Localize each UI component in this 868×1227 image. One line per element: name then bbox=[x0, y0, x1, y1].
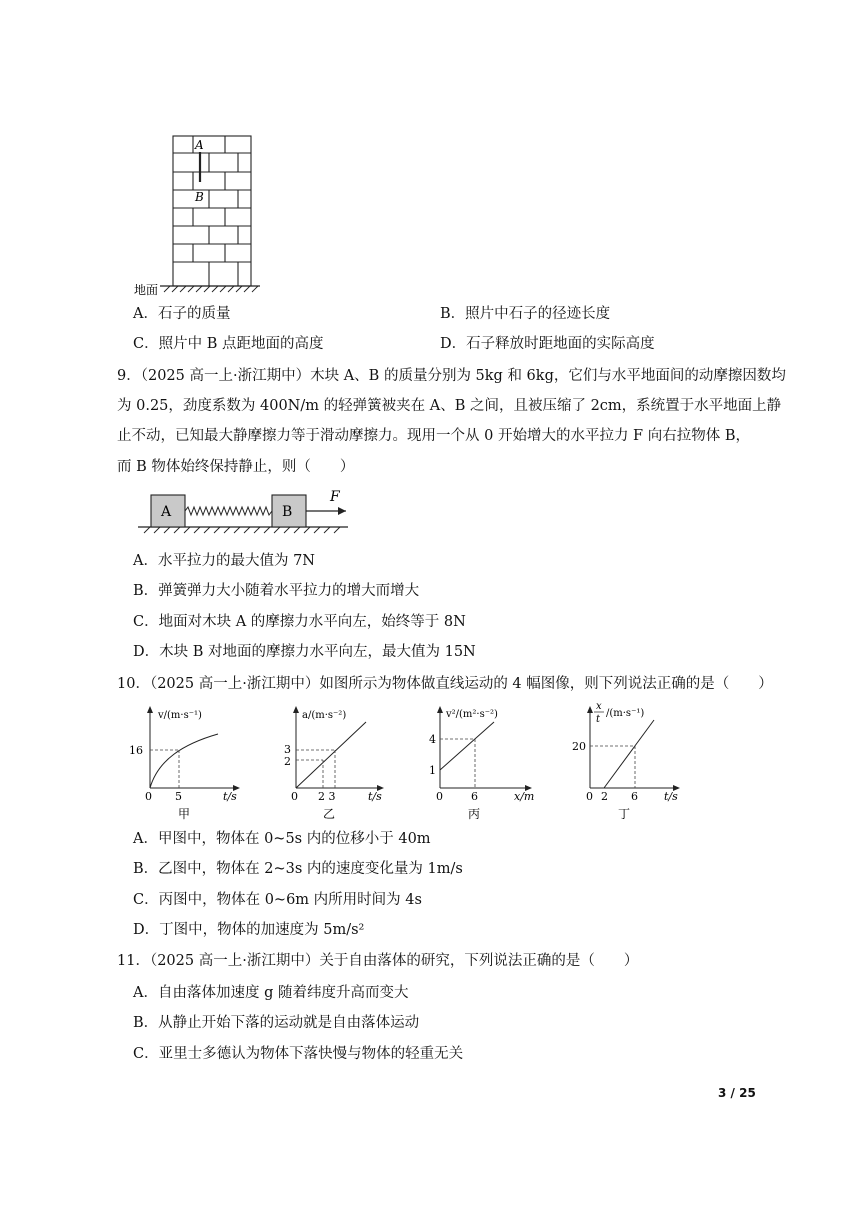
graph-bing bbox=[418, 702, 542, 826]
label-a: A bbox=[195, 138, 204, 152]
graph-ding-ylabel-num: x bbox=[596, 701, 602, 712]
q8-option-c: C．照片中 B 点距地面的高度 bbox=[133, 336, 324, 352]
q10-option-a: A．甲图中，物体在 0~5s 内的位移小于 40m bbox=[133, 831, 431, 847]
graph-yi-ytick-2: 2 bbox=[284, 755, 291, 768]
q9-stem-line-1: 9．（2025 高一上·浙江期中）木块 A、B 的质量分别为 5kg 和 6kg，它们与水平地面间的动摩擦因数均 bbox=[117, 368, 786, 384]
graph-bing-ytick-1: 1 bbox=[429, 764, 436, 777]
graph-bing-xtick-0: 0 bbox=[436, 790, 443, 803]
spring bbox=[185, 507, 272, 515]
q10-option-b: B．乙图中，物体在 2~3s 内的速度变化量为 1m/s bbox=[133, 861, 463, 877]
q10-option-c: C．丙图中，物体在 0~6m 内所用时间为 4s bbox=[133, 892, 422, 908]
q8-option-d: D．石子释放时距地面的实际高度 bbox=[440, 336, 655, 352]
graph-ding-ylabel-den: t bbox=[596, 714, 601, 725]
graph-jia-caption: 甲 bbox=[178, 807, 191, 821]
q8-option-b: B．照片中石子的径迹长度 bbox=[440, 306, 611, 322]
graph-bing-xtick-6: 6 bbox=[471, 790, 478, 803]
graph-jia-xlabel: t/s bbox=[223, 790, 237, 803]
graph-ding-ylabel-unit: /(m·s⁻¹) bbox=[606, 708, 645, 719]
graph-bing-ylabel: v²/(m²·s⁻²) bbox=[446, 709, 498, 720]
ground-label: 地面 bbox=[134, 283, 159, 297]
graph-yi-ylabel: a/(m·s⁻²) bbox=[302, 710, 347, 721]
q11-option-c: C．亚里士多德认为物体下落快慢与物体的轻重无关 bbox=[133, 1046, 464, 1062]
q8-option-a: A．石子的质量 bbox=[133, 306, 231, 322]
q9-option-a: A．水平拉力的最大值为 7N bbox=[133, 553, 315, 569]
q9-stem-line-3: 止不动，已知最大静摩擦力等于滑动摩擦力。现用一个从 0 开始增大的水平拉力 F 向右拉物体 B， bbox=[117, 428, 750, 444]
label-b: B bbox=[195, 190, 204, 204]
graph-jia-ytick: 16 bbox=[129, 744, 143, 757]
graph-jia-xtick-0: 0 bbox=[145, 790, 152, 803]
graph-yi-xlabel: t/s bbox=[368, 790, 382, 803]
graph-yi-caption: 乙 bbox=[323, 807, 336, 821]
q11-stem: 11．（2025 高一上·浙江期中）关于自由落体的研究，下列说法正确的是（ ） bbox=[117, 953, 639, 969]
graph-yi-xtick-23: 2 3 bbox=[318, 790, 336, 803]
q9-stem-line-2: 为 0.25，劲度系数为 400N/m 的轻弹簧被夹在 A、B 之间，且被压缩了 2cm，系统置于水平地面上静 bbox=[117, 398, 782, 414]
q9-stem-line-4: 而 B 物体始终保持静止，则（ ） bbox=[117, 459, 355, 475]
block-a-label: A bbox=[161, 504, 172, 520]
spring-blocks-figure bbox=[134, 485, 356, 535]
page-number: 3 / 25 bbox=[718, 1086, 756, 1100]
graph-yi-xtick-0: 0 bbox=[291, 790, 298, 803]
q10-option-d: D．丁图中，物体的加速度为 5m/s² bbox=[133, 922, 365, 938]
graph-yi-ytick-3: 3 bbox=[284, 743, 291, 756]
block-b-label: B bbox=[282, 504, 293, 520]
q9-option-c: C．地面对木块 A 的摩擦力水平向左，始终等于 8N bbox=[133, 614, 466, 630]
force-label: F bbox=[330, 489, 340, 505]
q10-stem: 10．（2025 高一上·浙江期中）如图所示为物体做直线运动的 4 幅图像，则下列说法正确的是（ ） bbox=[117, 676, 773, 692]
graph-yi bbox=[270, 702, 390, 826]
graph-bing-caption: 丙 bbox=[468, 807, 481, 821]
graph-bing-ytick-4: 4 bbox=[429, 733, 436, 746]
brick-wall-figure bbox=[128, 128, 268, 300]
graph-ding-xlabel: t/s bbox=[664, 790, 678, 803]
graph-bing-xlabel: x/m bbox=[514, 790, 535, 803]
q11-option-b: B．从静止开始下落的运动就是自由落体运动 bbox=[133, 1015, 420, 1031]
graph-ding-xtick-0: 0 bbox=[586, 790, 593, 803]
q11-option-a: A．自由落体加速度 g 随着纬度升高而变大 bbox=[133, 985, 409, 1001]
graph-jia-ylabel: v/(m·s⁻¹) bbox=[158, 710, 202, 721]
graph-ding-xtick-2: 2 bbox=[601, 790, 608, 803]
graph-ding bbox=[566, 698, 690, 826]
graph-jia-xtick-5: 5 bbox=[175, 790, 182, 803]
graph-ding-xtick-6: 6 bbox=[631, 790, 638, 803]
q9-option-d: D．木块 B 对地面的摩擦力水平向左，最大值为 15N bbox=[133, 644, 476, 660]
graph-jia bbox=[128, 702, 248, 826]
q9-option-b: B．弹簧弹力大小随着水平拉力的增大而增大 bbox=[133, 583, 420, 599]
graph-ding-ytick-20: 20 bbox=[572, 740, 586, 753]
graph-ding-caption: 丁 bbox=[618, 807, 631, 821]
